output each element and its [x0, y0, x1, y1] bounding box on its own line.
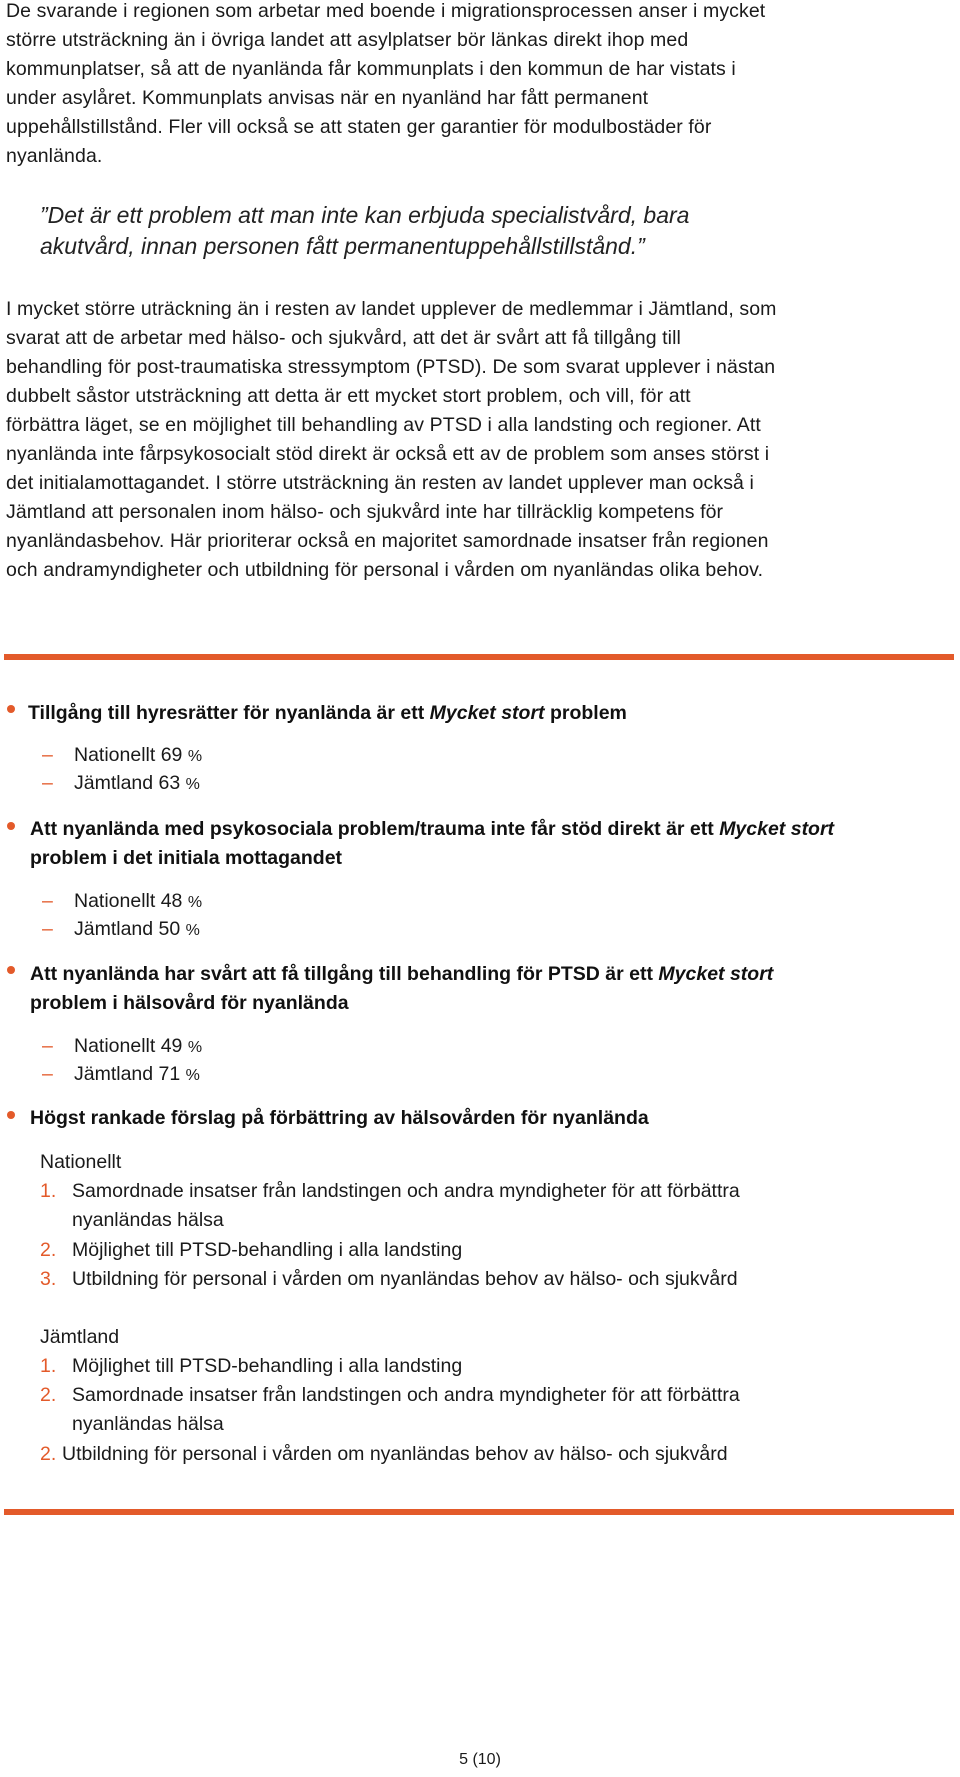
text-line: I mycket större uträckning än i resten av landet upplever de medlemmar i Jämtland, som [6, 298, 777, 320]
text-line: De svarande i regionen som arbetar med boende i migrationsprocessen anser i mycket [6, 0, 766, 22]
stat-item: – Jämtland 50 % [42, 915, 200, 945]
page-number: 5 (10) [459, 1751, 501, 1768]
dash-icon: – [42, 1063, 53, 1085]
bullet-heading: Högst rankade förslag på förbättring av hälsovården för nyanlända [30, 1107, 649, 1129]
text-line: nyanlända. [6, 145, 103, 167]
text-line: uppehållstillstånd. Fler vill också se att staten ger garantier för modulbostäder för [6, 116, 712, 138]
body-paragraph [6, 295, 946, 585]
section-divider-bottom [4, 1509, 954, 1515]
text-line: under asylåret. Kommunplats anvisas när en nyanländ har fått permanent [6, 87, 649, 109]
bullet-heading: Att nyanlända med psykosociala problem/trauma inte får stöd direkt är ett Mycket stort problem i det initiala mottagandet [30, 818, 835, 869]
bullet-icon [7, 705, 15, 713]
dash-icon: – [42, 1035, 53, 1057]
dash-icon: – [42, 890, 53, 912]
list-item: 2. Samordnade insatser från landstingen och andra myndigheter för att förbättra nyanländas hälsa [40, 1384, 740, 1435]
dash-icon: – [42, 772, 53, 794]
ranking-group-label: Nationellt [40, 1151, 122, 1173]
text-line: behandling för post-traumatiska stressymptom (PTSD). De som svarat upplever i nästan [6, 356, 776, 378]
section-divider-top [4, 654, 954, 660]
text-line: förbättra läget, se en möjlighet till behandling av PTSD i alla landsting och regioner. Att [6, 414, 761, 436]
stat-item: – Nationellt 49 % [42, 1032, 202, 1062]
dash-icon: – [42, 918, 53, 940]
text-line: nyanlända inte fårpsykosocialt stöd direkt är också ett av de problem som anses störst i [6, 443, 770, 465]
text-line: det initialamottagandet. I större utsträckning än resten av landet upplever man också i [6, 472, 754, 494]
text-line: svarat att de arbetar med hälso- och sjukvård, att det är svårt att få tillgång till [6, 327, 681, 349]
stat-item: – Nationellt 69 % [42, 741, 202, 771]
quote-line: ”Det är ett problem att man inte kan erbjuda specialistvård, bara [40, 202, 690, 228]
text-line: och andramyndigheter och utbildning för personal i vården om nyanländas olika behov. [6, 559, 764, 581]
pull-quote [40, 200, 940, 262]
quote-line: akutvård, innan personen fått permanentuppehållstillstånd.” [40, 233, 645, 259]
dash-icon: – [42, 744, 53, 766]
text-line: större utsträckning än i övriga landet att asylplatser bör länkas direkt ihop med [6, 29, 689, 51]
bullet-icon [7, 966, 15, 974]
list-item: 2. Möjlighet till PTSD-behandling i alla landsting [40, 1239, 463, 1261]
stat-item: – Jämtland 63 % [42, 769, 200, 799]
intro-paragraph [6, 0, 946, 171]
stat-item: – Nationellt 48 % [42, 887, 202, 917]
list-item: 1. Samordnade insatser från landstingen och andra myndigheter för att förbättra nyanländas hälsa [40, 1180, 740, 1231]
text-line: dubbelt såstor utsträckning att detta är ett mycket stort problem, och vill, för att [6, 385, 691, 407]
bullet-heading: Att nyanlända har svårt att få tillgång till behandling för PTSD är ett Mycket stort problem i hälsovård för nyanlända [30, 963, 774, 1014]
list-item: 2. Utbildning för personal i vården om nyanländas behov av hälso- och sjukvård [40, 1443, 728, 1465]
text-line: kommunplatser, så att de nyanlända får kommunplats i den kommun de har vistats i [6, 58, 736, 80]
text-line: Jämtland att personalen inom hälso- och sjukvård inte har tillräcklig kompetens för [6, 501, 724, 523]
bullet-icon [7, 1111, 15, 1119]
stat-item: – Jämtland 71 % [42, 1060, 200, 1090]
bullet-icon [7, 822, 15, 830]
text-line: nyanländasbehov. Här prioriterar också en majoritet samordnade insatser från regionen [6, 530, 769, 552]
bullet-heading: Tillgång till hyresrätter för nyanlända är ett Mycket stort problem [28, 702, 627, 724]
list-item: 1. Möjlighet till PTSD-behandling i alla landsting [40, 1355, 463, 1377]
list-item: 3. Utbildning för personal i vården om nyanländas behov av hälso- och sjukvård [40, 1268, 738, 1290]
ranking-group-label: Jämtland [40, 1326, 120, 1348]
